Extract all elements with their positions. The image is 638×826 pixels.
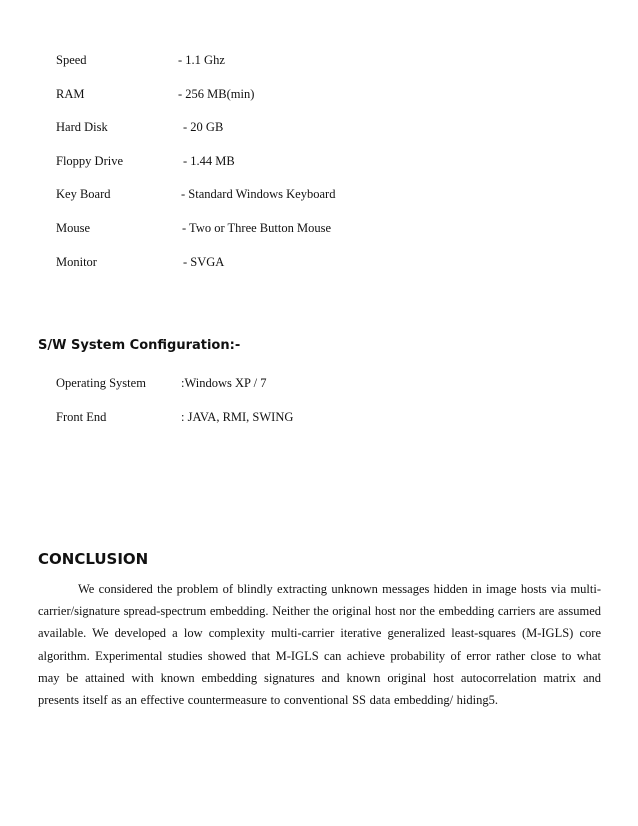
spec-value: :Windows XP / 7 — [181, 376, 267, 390]
spec-row-key-board — [56, 184, 576, 204]
spec-label: Operating System — [56, 376, 146, 390]
spec-row-operating-system — [56, 373, 576, 393]
spec-row-front-end — [56, 407, 576, 427]
spec-label: Mouse — [56, 221, 91, 235]
spec-label: Monitor — [56, 255, 97, 269]
spec-row-monitor — [56, 252, 576, 272]
spec-label: Key Board — [56, 187, 111, 201]
spec-value: : JAVA, RMI, SWING — [181, 410, 294, 424]
spec-value: - Standard Windows Keyboard — [181, 187, 336, 201]
conclusion-paragraph: We considered the problem of blindly extracting unknown messages hidden in image hosts via multi-carrier/signature spread-spectrum embedding. Neither the original host nor the embedding carriers are assumed available. We developed a low complexity multi-carrier iterative generalized least-squares (M-IGLS) core algorithm. Experimental studies showed that M-IGLS can achieve probability of error rather close to what may be attained with known embedding signatures and known original host autocorrelation matrix and presents itself as an effective countermeasure to conventional SS data embedding/ hiding5. — [38, 582, 601, 708]
spec-row-speed — [56, 50, 576, 70]
spec-value: - 1.44 MB — [183, 154, 235, 168]
spec-value: - 1.1 Ghz — [178, 53, 225, 67]
spec-value: - Two or Three Button Mouse — [182, 221, 331, 235]
spec-value: - 256 MB(min) — [178, 87, 255, 101]
spec-label: Front End — [56, 410, 107, 424]
spec-row-mouse — [56, 218, 576, 238]
spec-label: Speed — [56, 53, 87, 67]
spec-row-hard-disk — [56, 117, 576, 137]
spec-label: RAM — [56, 87, 85, 101]
spec-value: - 20 GB — [183, 120, 224, 134]
sw-config-heading: S/W System Configuration:- — [38, 338, 241, 353]
spec-row-ram — [56, 84, 576, 104]
spec-label: Floppy Drive — [56, 154, 124, 168]
spec-value: - SVGA — [183, 255, 225, 269]
conclusion-heading: CONCLUSION — [38, 550, 149, 568]
spec-row-floppy-drive — [56, 151, 576, 171]
spec-label: Hard Disk — [56, 120, 108, 134]
